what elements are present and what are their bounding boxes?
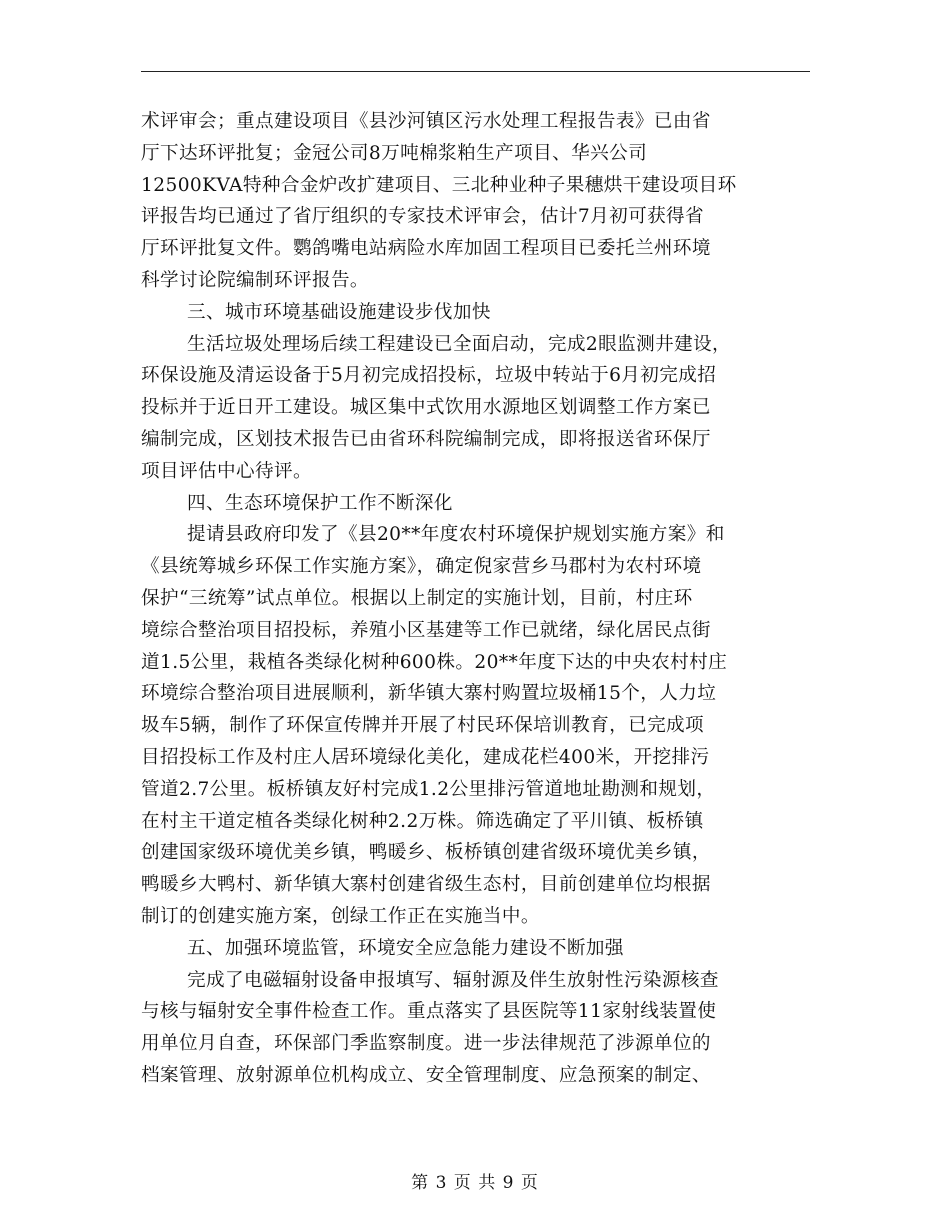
text-line: 鸭暖乡大鸭村、新华镇大寨村创建省级生态村，目前创建单位均根据 bbox=[141, 874, 711, 896]
text-line: 术评审会；重点建设项目《县沙河镇区污水处理工程报告表》已由省 bbox=[141, 111, 711, 132]
text-line: 评报告均已通过了省厅组织的专家技术评审会，估计7月初可获得省 bbox=[141, 206, 705, 228]
text-line: 完成了电磁辐射设备申报填写、辐射源及伴生放射性污染源核查 bbox=[187, 969, 719, 991]
text-line: 与核与辐射安全事件检查工作。重点落实了县医院等11家射线装置使 bbox=[141, 1001, 717, 1023]
text-line: 管道2.7公里。板桥镇友好村完成1.2公里排污管道地址勘测和规划， bbox=[141, 778, 716, 800]
page-footer: 第 3 页 共 9 页 bbox=[411, 1173, 539, 1193]
text-line: 生活垃圾处理场后续工程建设已全面启动，完成2眼监测井建设， bbox=[187, 333, 732, 355]
text-line: 项目评估中心待评。 bbox=[141, 460, 312, 482]
text-line: 12500KVA特种合金炉改扩建项目、三北种业种子果穗烘干建设项目环 bbox=[141, 174, 737, 196]
text-line: 五、加强环境监管，环境安全应急能力建设不断加强 bbox=[187, 937, 624, 959]
document-body bbox=[141, 106, 813, 1092]
text-line: 提请县政府印发了《县20**年度农村环境保护规划实施方案》和 bbox=[187, 524, 725, 546]
text-line: 厅环评批复文件。鹦鸽嘴电站病险水库加固工程项目已委托兰州环境 bbox=[141, 238, 711, 260]
text-line: 厅下达环评批复；金冠公司8万吨棉浆粕生产项目、华兴公司 bbox=[141, 142, 648, 164]
text-line: 圾车5辆，制作了环保宣传牌并开展了村民环保培训教育，已完成项 bbox=[141, 715, 705, 737]
header-rule bbox=[141, 71, 810, 72]
text-line: 四、生态环境保护工作不断深化 bbox=[187, 492, 453, 514]
text-line: 道1.5公里，栽植各类绿化树种600株。20**年度下达的中央农村村庄 bbox=[141, 651, 728, 673]
text-line: 在村主干道定植各类绿化树种2.2万株。筛选确定了平川镇、板桥镇 bbox=[141, 810, 704, 832]
text-line: 境综合整治项目招投标，养殖小区基建等工作已就绪，绿化居民点街 bbox=[141, 619, 711, 641]
text-line: 三、城市环境基础设施建设步伐加快 bbox=[187, 301, 491, 323]
text-line: 创建国家级环境优美乡镇，鸭暖乡、板桥镇创建省级环境优美乡镇， bbox=[141, 842, 711, 864]
text-line: 用单位月自查，环保部门季监察制度。进一步法律规范了涉源单位的 bbox=[141, 1033, 711, 1055]
text-line: 科学讨论院编制环评报告。 bbox=[141, 269, 369, 291]
text-line: 环境综合整治项目进展顺利，新华镇大寨村购置垃圾桶15个，人力垃 bbox=[141, 683, 717, 705]
text-line: 环保设施及清运设备于5月初完成招投标，垃圾中转站于6月初完成招 bbox=[141, 365, 717, 387]
text-line: 档案管理、放射源单位机构成立、安全管理制度、应急预案的制定、 bbox=[141, 1064, 711, 1086]
text-line: 目招投标工作及村庄人居环境绿化美化，建成花栏400米，开挖排污 bbox=[141, 746, 710, 768]
text-line: 保护“三统筹”试点单位。根据以上制定的实施计划，目前，村庄环 bbox=[141, 587, 693, 609]
text-line: 投标并于近日开工建设。城区集中式饮用水源地区划调整工作方案已 bbox=[141, 397, 711, 419]
text-line: 制订的创建实施方案，创绿工作正在实施当中。 bbox=[141, 905, 540, 927]
text-line: 编制完成，区划技术报告已由省环科院编制完成，即将报送省环保厅 bbox=[141, 428, 711, 450]
text-line: 《县统筹城乡环保工作实施方案》，确定倪家营乡马郡村为农村环境 bbox=[141, 556, 702, 578]
